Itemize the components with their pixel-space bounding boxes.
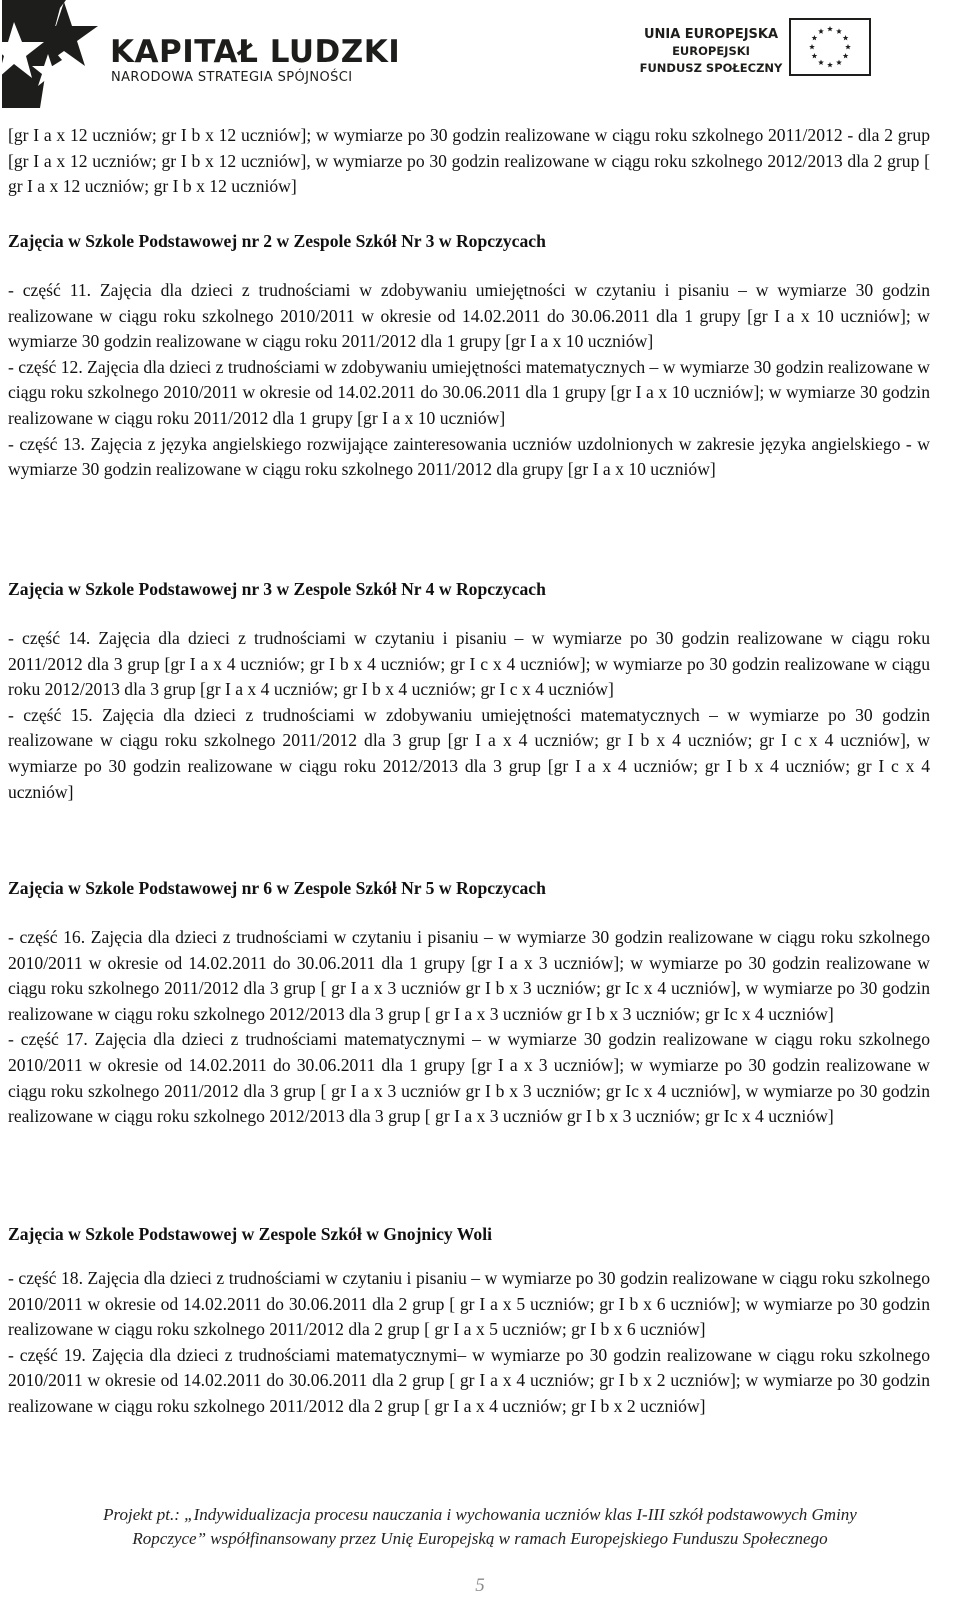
- project-footer: [40, 1503, 920, 1551]
- section-text: - część 18. Zajęcia dla dzieci z trudnościami w czytaniu i pisaniu – w wymiarze po 30 godzin realizowane w ciągu roku szkolnego 2010/2011 w okresie od 14.02.2011 do 30.06.2011 dla 2 grup [ gr I a x 5 uczniów; gr I b x 6 uczniów]; w wymiarze po 30 godzin realizowane w ciągu roku szkolnego 2011/2012 dla 2 grup [ gr I a x 5 uczniów; gr I b x 6 uczniów] - część 19. Zajęcia dla dzieci z trudnościami matematycznymi– w wymiarze po 30 godzin realizowane w ciągu roku szkolnego 2010/2011 w okresie od 14.02.2011 do 30.06.2011 dla 2 grup [ gr I a x 4 uczniów; gr I b x 2 uczniów]; w wymiarze po 30 godzin realizowane w ciągu roku szkolnego 2011/2012 dla 2 grup [ gr I a x 4 uczniów; gr I b x 2 uczniów]: [8, 1268, 930, 1416]
- logo-subtitle: NARODOWA STRATEGIA SPÓJNOŚCI: [111, 70, 353, 85]
- eu-logo-line2: EUROPEJSKI: [672, 44, 750, 58]
- section-text: - część 14. Zajęcia dla dzieci z trudnościami w czytaniu i pisaniu – w wymiarze po 30 godzin realizowane w ciągu roku 2011/2012 dla 3 grup [gr I a x 4 uczniów; gr I b x 4 uczniów; gr I c x 4 uczniów]; w wymiarze po 30 godzin realizowane w ciągu roku 2012/2013 dla 3 grup [gr I a x 4 uczniów; gr I b x 4 uczniów; gr I c x 4 uczniów] - część 15. Zajęcia dla dzieci z trudnościami w zdobywaniu umiejętności matematycznych – w wymiarze po 30 godzin realizowane w ciągu roku szkolnego 2011/2012 dla 3 grup [gr I a x 4 uczniów; gr I b x 4 uczniów; gr I c x 4 uczniów], w wymiarze po 30 godzin realizowane w ciągu roku 2012/2013 dla 3 grup [gr I a x 4 uczniów; gr I b x 4 uczniów; gr I c x 4 uczniów]: [8, 628, 930, 802]
- kapital-ludzki-logo: [0, 0, 401, 110]
- page-number: 5: [475, 1575, 485, 1596]
- footer-line: Projekt pt.: „Indywidualizacja procesu nauczania i wychowania uczniów klas I-III szkół podstawowych Gminy: [103, 1505, 857, 1524]
- section-heading: Zajęcia w Szkole Podstawowej w Zespole Szkół w Gnojnicy Woli: [8, 1224, 492, 1244]
- section-text: - część 11. Zajęcia dla dzieci z trudnościami w zdobywaniu umiejętności w czytaniu i pisaniu – w wymiarze 30 godzin realizowane w ciągu roku szkolnego 2010/2011 w okresie od 14.02.2011 do 30.06.2011 dla 1 grupy [gr I a x 10 uczniów]; w wymiarze 30 godzin realizowane w ciągu roku 2011/2012 dla 1 grupy [gr I a x 10 uczniów] - część 12. Zajęcia dla dzieci z trudnościami w zdobywaniu umiejętności matematycznych – w wymiarze 30 godzin realizowane w ciągu roku szkolnego 2010/2011 w okresie od 14.02.2011 do 30.06.2011 dla 1 grupy [gr I a x 10 uczniów]; w wymiarze 30 godzin realizowane w ciągu roku 2011/2012 dla 1 grupy [gr I a x 10 uczniów] - część 13. Zajęcia z języka angielskiego rozwijające zainteresowania uczniów uzdolnionych w zakresie języka angielskiego - w wymiarze 30 godzin realizowane w ciągu roku szkolnego 2011/2012 dla grupy [gr I a x 10 uczniów]: [8, 280, 930, 480]
- intro-paragraph: [gr I a x 12 uczniów; gr I b x 12 uczniów]; w wymiarze po 30 godzin realizowane w ciągu roku szkolnego 2011/2012 - dla 2 grup [gr I a x 12 uczniów; gr I b x 12 uczniów], w wymiarze po 30 godzin realizowane w ciągu roku szkolnego 2012/2013 dla 2 grup [ gr I a x 12 uczniów; gr I b x 12 uczniów]: [8, 125, 930, 197]
- eu-logo-line3: FUNDUSZ SPOŁECZNY: [639, 61, 783, 75]
- section-heading: Zajęcia w Szkole Podstawowej nr 6 w Zespole Szkół Nr 5 w Ropczycach: [8, 878, 546, 898]
- kapital-ludzki-star-logo-icon: [2, 0, 102, 108]
- eu-flag-icon: [789, 18, 871, 76]
- footer-line: Ropczyce” współfinansowany przez Unię Europejską w ramach Europejskiego Funduszu Społecznego: [132, 1529, 828, 1548]
- section-heading: Zajęcia w Szkole Podstawowej nr 2 w Zespole Szkół Nr 3 w Ropczycach: [8, 231, 546, 251]
- logo-title: KAPITAŁ LUDZKI: [110, 34, 401, 70]
- eu-logo-line1: UNIA EUROPEJSKA: [643, 27, 779, 42]
- eu-logo-text: [638, 26, 784, 77]
- section-text: - część 16. Zajęcia dla dzieci z trudnościami w czytaniu i pisaniu – w wymiarze 30 godzin realizowane w ciągu roku szkolnego 2010/2011 w okresie od 14.02.2011 do 30.06.2011 dla 1 grupy [gr I a x 3 uczniów]; w wymiarze po 30 godzin realizowane w ciągu roku szkolnego 2011/2012 dla 3 grup [ gr I a x 3 uczniów gr I b x 3 uczniów; gr Ic x 4 uczniów], w wymiarze po 30 godzin realizowane w ciągu roku szkolnego 2012/2013 dla 3 grup [ gr I a x 3 uczniów gr I b x 3 uczniów; gr Ic x 4 uczniów] - część 17. Zajęcia dla dzieci z trudnościami matematycznymi – w wymiarze 30 godzin realizowane w ciągu roku szkolnego 2010/2011 w okresie od 14.02.2011 do 30.06.2011 dla 1 grupy [gr I a x 3 uczniów]; w wymiarze po 30 godzin realizowane w ciągu roku szkolnego 2011/2012 dla 3 grup [ gr I a x 3 uczniów gr I b x 3 uczniów; gr Ic x 4 uczniów], w wymiarze po 30 godzin realizowane w ciągu roku szkolnego 2012/2013 dla 3 grup [ gr I a x 3 uczniów gr I b x 3 uczniów; gr Ic x 4 uczniów]: [8, 927, 930, 1127]
- section-heading: Zajęcia w Szkole Podstawowej nr 3 w Zespole Szkół Nr 4 w Ropczycach: [8, 579, 546, 599]
